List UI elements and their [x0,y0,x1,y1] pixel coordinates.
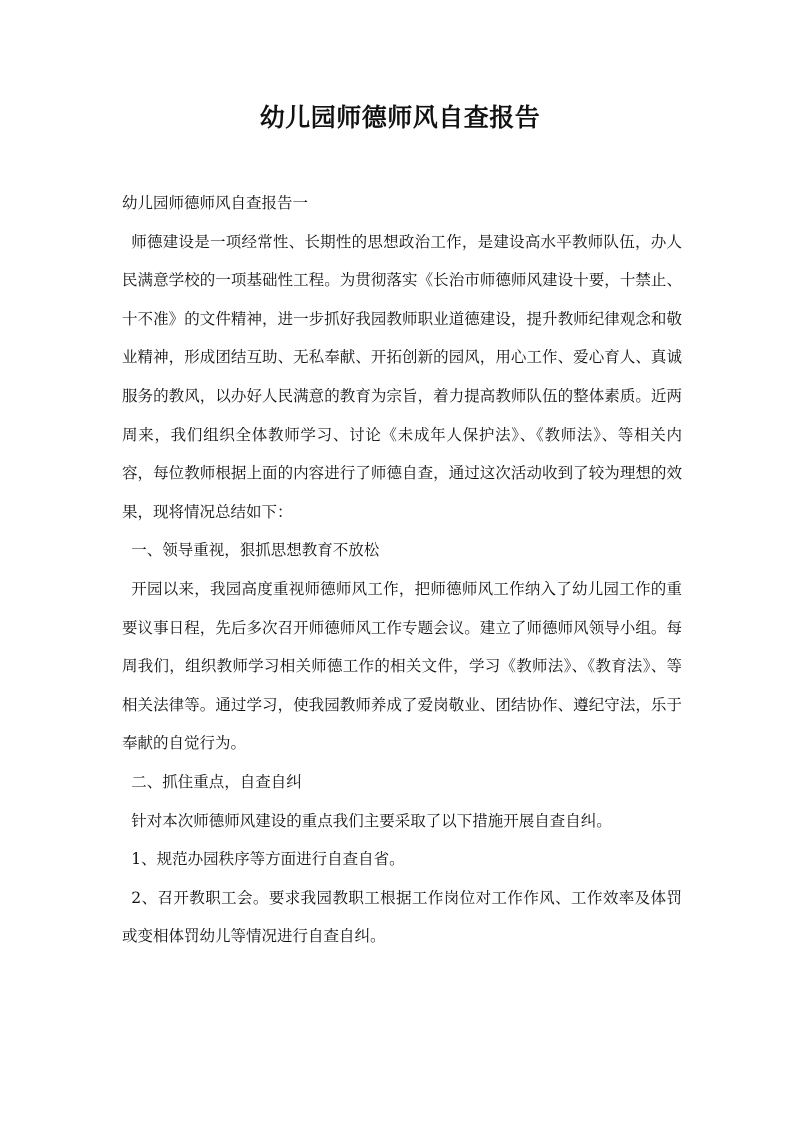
section-2-intro-paragraph: 针对本次师德师风建设的重点我们主要采取了以下措施开展自查自纠。 [131,811,612,830]
list-item: 2、召开教职工会。要求我园教职工根据工作岗位对工作作风、工作效率及体罚或变相体罚幼儿等情况进行自查自纠。 [122,888,682,946]
section-1-paragraph: 开园以来，我园高度重视师德师风工作，把师德师风工作纳入了幼儿园工作的重要议事日程，先后多次召开师德师风工作专题会议。建立了师德师风领导小组。每周我们，组织教师学习相关师德工作的相关文件，学习《教师法》、《教育法》、等相关法律等。通过学习，使我园教师养成了爱岗敬业、团结协作、遵纪守法，乐于奉献的自觉行为。 [122,579,682,753]
section-heading-1: 一、领导重视，狠抓思想教育不放松 [131,541,380,560]
section-heading-2: 二、抓住重点，自查自纠 [131,772,302,791]
document-title: 幼儿园师德师风自查报告 [259,103,541,132]
list-item: 1、规范办园秩序等方面进行自查自省。 [131,850,405,869]
document-body [122,184,682,956]
intro-paragraph: 师德建设是一项经常性、长期性的思想政治工作，是建设高水平教师队伍，办人民满意学校的一项基础性工程。为贯彻落实《长治市师德师风建设十要，十禁止、十不准》的文件精神，进一步抓好我园教师职业道德建设，提升教师纪律观念和敬业精神，形成团结互助、无私奉献、开拓创新的园风，用心工作、爱心育人、真诚服务的教风，以办好人民满意的教育为宗旨，着力提高教师队伍的整体素质。近两周来，我们组织全体教师学习、讨论《未成年人保护法》、《教师法》、等相关内容，每位教师根据上面的内容进行了师德自查，通过这次活动收到了较为理想的效果，现将情况总结如下： [122,232,682,521]
subtitle-paragraph: 幼儿园师德师风自查报告一 [122,194,309,212]
